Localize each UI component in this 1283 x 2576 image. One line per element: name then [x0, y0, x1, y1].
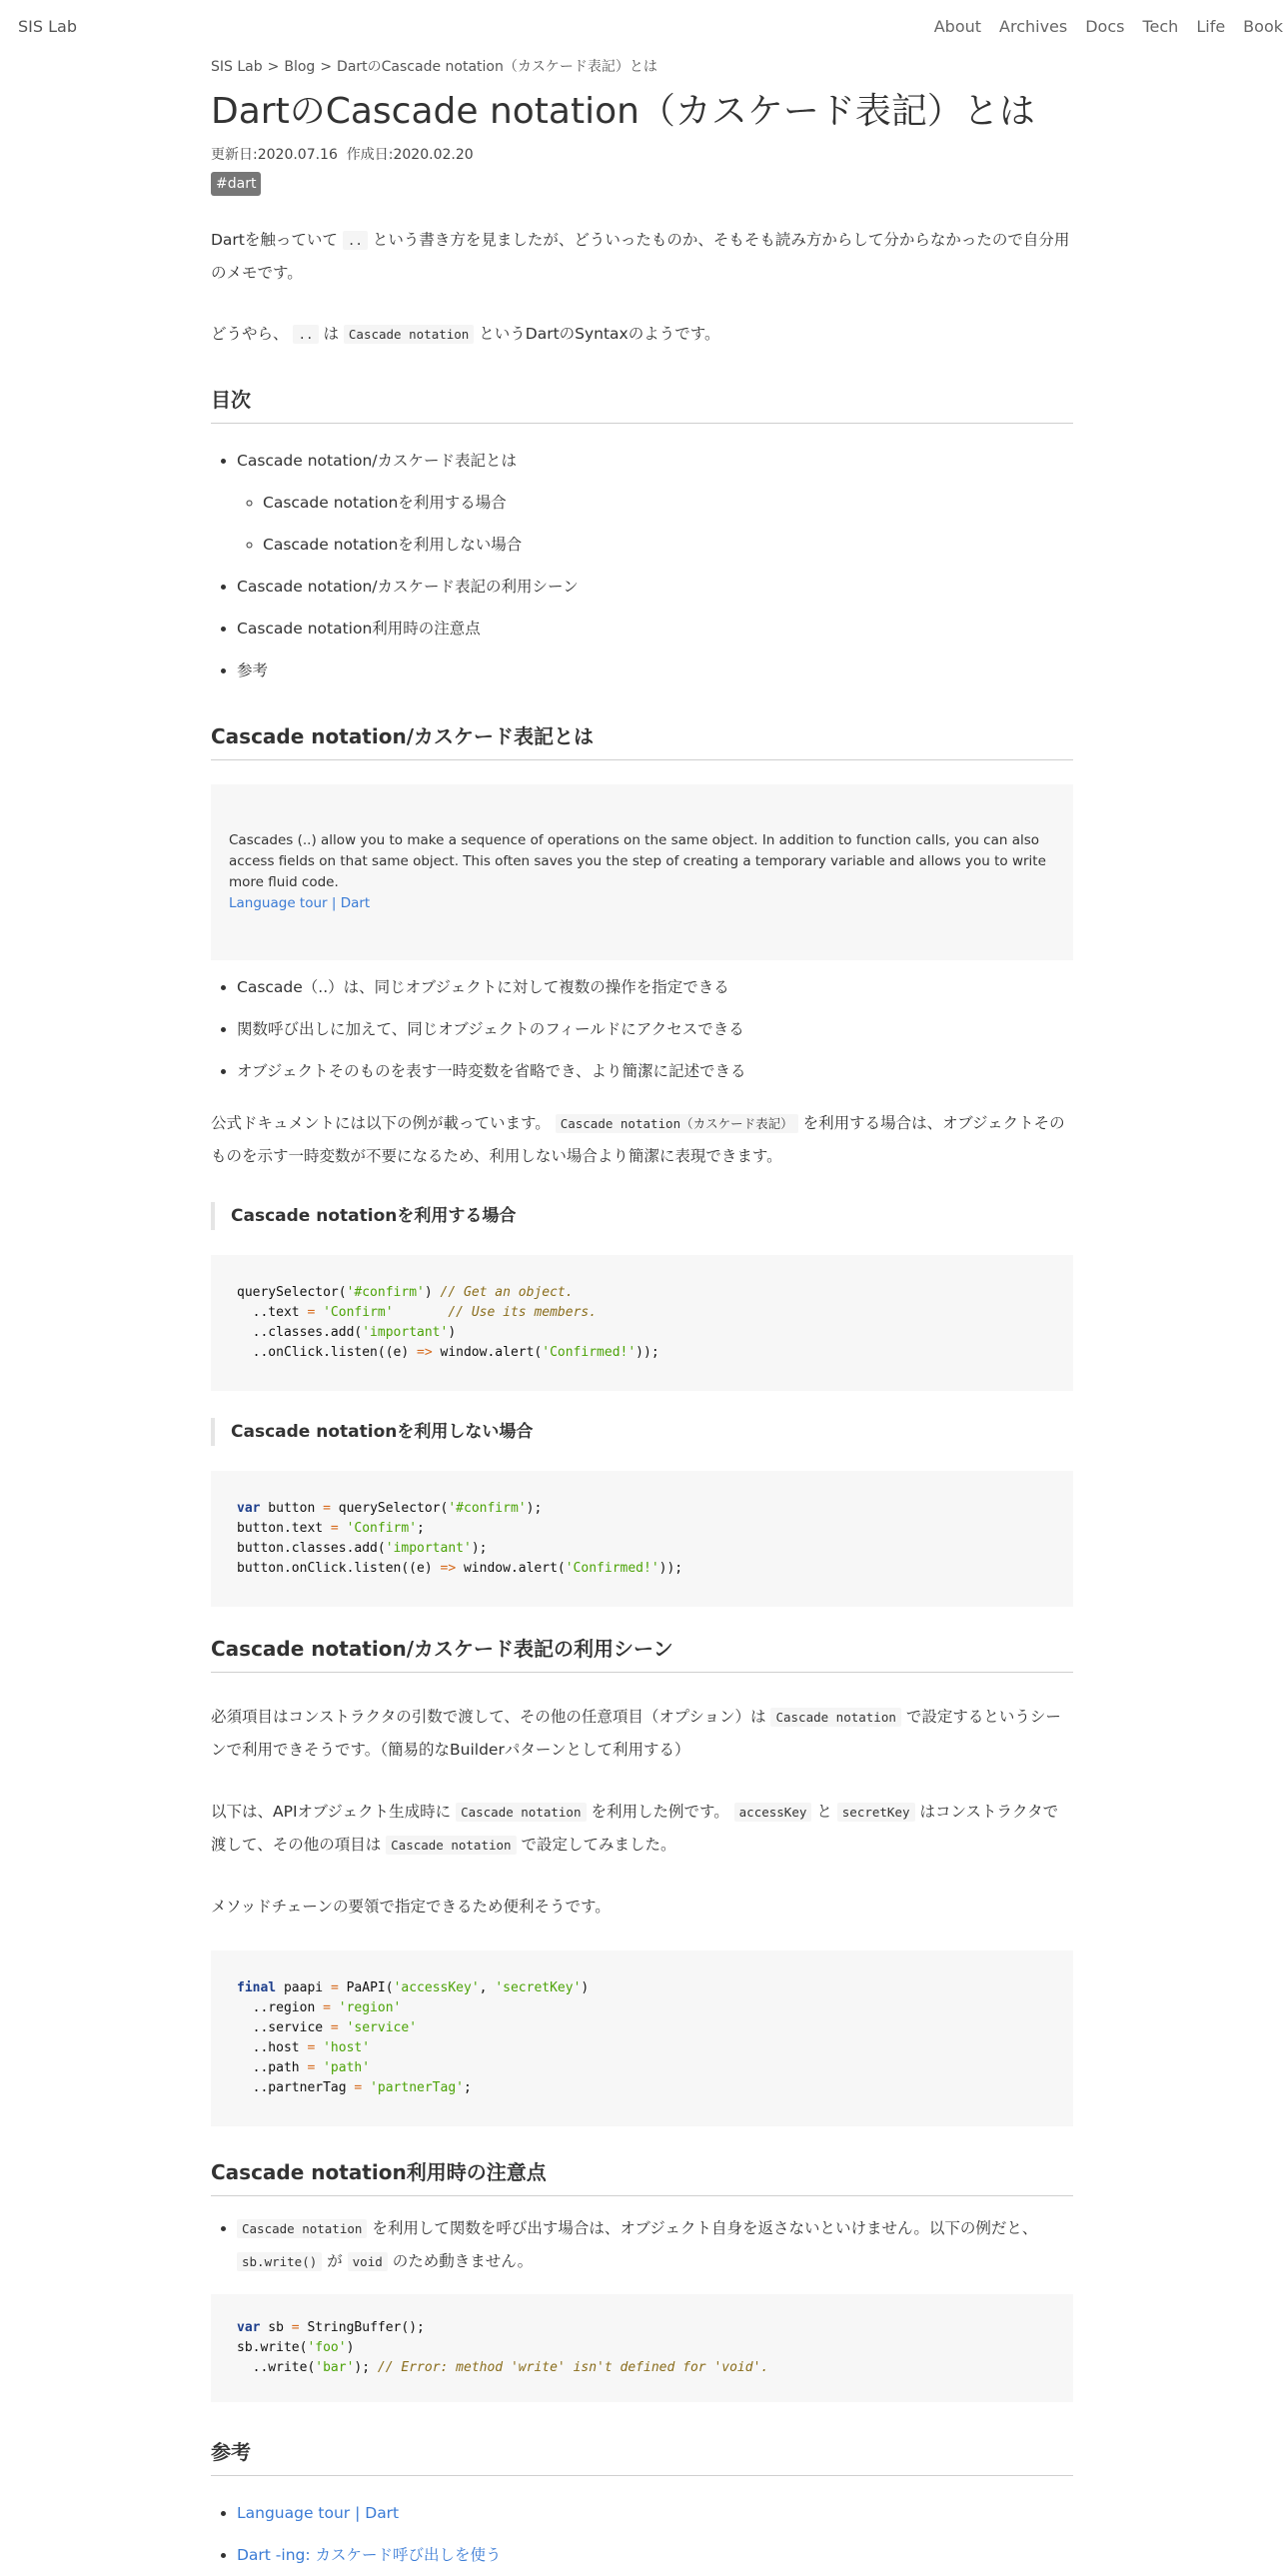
updated-date: 更新日:2020.07.16	[211, 147, 338, 163]
code-line: ..region = 'region'	[237, 2000, 402, 2015]
section-what-is	[211, 720, 1073, 1092]
code-block	[211, 1255, 1073, 1391]
list-item: • オブジェクトそのものを表す一時変数を省略でき、より簡潔に記述できる	[237, 1050, 1073, 1092]
toc-item-label[interactable]: Cascade notation/カスケード表記とは	[237, 452, 518, 470]
text: Dartを触っていて	[211, 231, 338, 249]
nav-docs[interactable]: Docs	[1085, 17, 1125, 36]
code-line: ..partnerTag = 'partnerTag';	[237, 2080, 472, 2095]
created-date: 作成日:2020.02.20	[346, 147, 474, 163]
code-line: ..text = 'Confirm' // Use its members.	[237, 1305, 598, 1320]
toc-item	[237, 649, 1073, 691]
code-block	[211, 1471, 1073, 1607]
toc-list	[211, 440, 1073, 691]
intro-text-2	[211, 318, 1073, 351]
code-line: ..host = 'host'	[237, 2040, 371, 2055]
code-line: ..write('bar'); // Error: method 'write' isn't defined for 'void'.	[237, 2360, 769, 2375]
inline-code: secretKey	[837, 1803, 915, 1822]
toc-item	[263, 482, 1073, 524]
reference-list	[211, 2492, 1073, 2576]
toc-item-label[interactable]: Cascade notation/カスケード表記の利用シーン	[237, 578, 579, 596]
text: を利用した例です。	[591, 1803, 729, 1821]
text: というDartのSyntaxのようです。	[479, 325, 720, 343]
toc-heading: 目次	[211, 384, 1073, 424]
list-item: • Cascade（..）は、同じオブジェクトに対して複数の操作を指定できる	[237, 966, 1073, 1008]
code-block-paapi	[211, 1950, 1073, 2126]
nav-tech[interactable]: Tech	[1142, 17, 1179, 36]
inline-code: Cascade notation	[456, 1803, 586, 1822]
paragraph	[211, 1107, 1073, 1172]
nav-about[interactable]: About	[933, 17, 982, 36]
nav-links	[934, 17, 1283, 36]
toc-item-label[interactable]: Cascade notationを利用しない場合	[263, 536, 523, 554]
page-title: DartのCascade notation（カスケード表記）とは	[211, 91, 1035, 132]
code-line: sb.write('foo')	[237, 2340, 355, 2355]
inline-code: Cascade notation	[237, 2219, 367, 2238]
toc-item-label[interactable]: 参考	[237, 661, 269, 679]
code-line: ..path = 'path'	[237, 2060, 371, 2075]
code-block-no-use	[211, 1471, 1073, 1607]
section-heading: Cascade notation/カスケード表記の利用シーン	[211, 1633, 1073, 1673]
code-line: querySelector('#confirm') // Get an object.	[237, 1285, 574, 1300]
code-line: button.onClick.listen((e) => window.alert('Confirmed!'));	[237, 1561, 683, 1576]
code-line: ..onClick.listen((e) => window.alert('Confirmed!'));	[237, 1345, 659, 1360]
text: どうやら、	[211, 325, 289, 343]
use-case-paragraph-1	[211, 1701, 1073, 1766]
code-block-use	[211, 1255, 1073, 1391]
code-line: var sb = StringBuffer();	[237, 2320, 425, 2335]
section-use-case	[211, 1633, 1073, 1673]
intro-paragraph-2	[211, 318, 1073, 351]
text: で設定するというシーンで利用できそうです。（簡易的なBuilderパターンとして利用する）	[211, 1708, 1061, 1759]
inline-code: accessKey	[734, 1803, 812, 1822]
intro-paragraph-1	[211, 224, 1073, 289]
list-item	[237, 2212, 1073, 2278]
inline-code: Cascade notation	[386, 1836, 516, 1855]
list-item: • 関数呼び出しに加えて、同じオブジェクトのフィールドにアクセスできる	[237, 1008, 1073, 1050]
section-caveats	[211, 2156, 1073, 2196]
use-case-paragraph-3	[211, 1891, 1073, 1923]
section-heading: Cascade notation/カスケード表記とは	[211, 720, 1073, 760]
text: はコンストラクタで渡して、その他の項目は	[211, 1803, 1059, 1854]
section-heading: 参考	[211, 2436, 1073, 2476]
toc-item-label[interactable]: Cascade notation利用時の注意点	[237, 620, 481, 638]
inline-code: Cascade notation	[770, 1708, 900, 1727]
paragraph: メソッドチェーンの要領で指定できるため便利そうです。	[211, 1898, 611, 1916]
code-line: ..service = 'service'	[237, 2020, 418, 2035]
toc-item-label[interactable]: Cascade notationを利用する場合	[263, 494, 507, 512]
reference-link[interactable]: Language tour | Dart	[237, 2504, 400, 2522]
text: を利用する場合は、オブジェクトそのものを示す一時変数が不要になるため、利用しない場合より簡潔に表現できます。	[211, 1114, 1065, 1165]
top-nav	[0, 0, 1283, 54]
code-block	[211, 1950, 1073, 2126]
intro-text-1	[211, 224, 1073, 289]
section-references	[211, 2436, 1073, 2576]
section-what-is-paragraph	[211, 1107, 1073, 1172]
code-block-error	[211, 2294, 1073, 2402]
text: 以下は、APIオブジェクト生成時に	[211, 1803, 452, 1821]
list-item	[237, 2534, 1073, 2576]
summary-list	[211, 966, 1073, 1092]
nav-archives[interactable]: Archives	[999, 17, 1068, 36]
paragraph	[211, 1796, 1073, 1862]
subsection-use	[211, 1202, 1073, 1230]
code-line: button.classes.add('important');	[237, 1541, 488, 1556]
text: で設定してみました。	[521, 1836, 676, 1854]
subsection-heading: Cascade notationを利用しない場合	[211, 1418, 1073, 1446]
brand-link[interactable]: SIS Lab	[18, 17, 77, 36]
breadcrumb-home[interactable]: SIS Lab	[211, 59, 263, 75]
subsection-heading: Cascade notationを利用する場合	[211, 1202, 1073, 1230]
quote-text: Cascades (..) allow you to make a sequence of operations on the same object. In addition to function calls, you can also access fields on that same object. This often saves you the step of creating a temporary variable and allows you to write more fluid code.	[229, 832, 1046, 890]
inline-code: void	[348, 2252, 388, 2271]
text: と	[816, 1803, 832, 1821]
post-dates	[211, 144, 1073, 164]
text: 必須項目はコンストラクタの引数で渡して、その他の任意項目（オプション）は	[211, 1708, 766, 1726]
toc-section	[211, 384, 1073, 691]
inline-code: Cascade notation	[344, 325, 474, 344]
breadcrumb	[211, 56, 1073, 78]
use-case-paragraph-2	[211, 1796, 1073, 1862]
toc-item	[263, 524, 1073, 566]
breadcrumb-separator: >	[320, 59, 333, 75]
list	[211, 2212, 1073, 2278]
code-line: ..classes.add('important')	[237, 1325, 457, 1340]
caveats-list	[211, 2212, 1073, 2278]
quote-source-link[interactable]: Language tour | Dart	[229, 895, 371, 911]
code-line: final paapi = PaAPI('accessKey', 'secretKey')	[237, 1980, 590, 1995]
code-line: button.text = 'Confirm';	[237, 1521, 425, 1536]
text: という書き方を見ましたが、どういったものか、そもそも読み方からして分からなかったので自分用のメモです。	[211, 231, 1070, 282]
text: のため動きません。	[392, 2252, 534, 2270]
blockquote	[211, 784, 1073, 960]
text: 公式ドキュメントには以下の例が載っています。	[211, 1114, 551, 1132]
subsection-no-use	[211, 1418, 1073, 1446]
paragraph	[211, 1701, 1073, 1766]
inline-code: Cascade notation（カスケード表記）	[556, 1114, 798, 1133]
tag-dart[interactable]: #dart	[211, 172, 261, 196]
toc-item	[237, 440, 1073, 566]
breadcrumb-separator: >	[267, 59, 280, 75]
code-block	[211, 2294, 1073, 2402]
section-heading: Cascade notation利用時の注意点	[211, 2156, 1073, 2196]
toc-sublist	[237, 482, 1073, 566]
text: を利用して関数を呼び出す場合は、オブジェクト自身を返さないといけません。以下の例だと、	[372, 2219, 1038, 2237]
nav-life[interactable]: Life	[1196, 17, 1226, 36]
inline-code: ..	[343, 231, 368, 250]
toc-item	[237, 608, 1073, 649]
article	[211, 56, 1073, 196]
inline-code: ..	[293, 325, 318, 344]
text: は	[323, 325, 339, 343]
text: が	[327, 2252, 343, 2270]
code-line: var button = querySelector('#confirm');	[237, 1501, 543, 1516]
nav-book[interactable]: Book	[1243, 17, 1283, 36]
reference-link[interactable]: Dart -ing: カスケード呼び出しを使う	[237, 2546, 502, 2564]
breadcrumb-current: DartのCascade notation（カスケード表記）とは	[337, 59, 657, 75]
list-item	[237, 2492, 1073, 2534]
breadcrumb-blog[interactable]: Blog	[284, 59, 316, 75]
inline-code: sb.write()	[237, 2252, 322, 2271]
toc-item	[237, 566, 1073, 608]
